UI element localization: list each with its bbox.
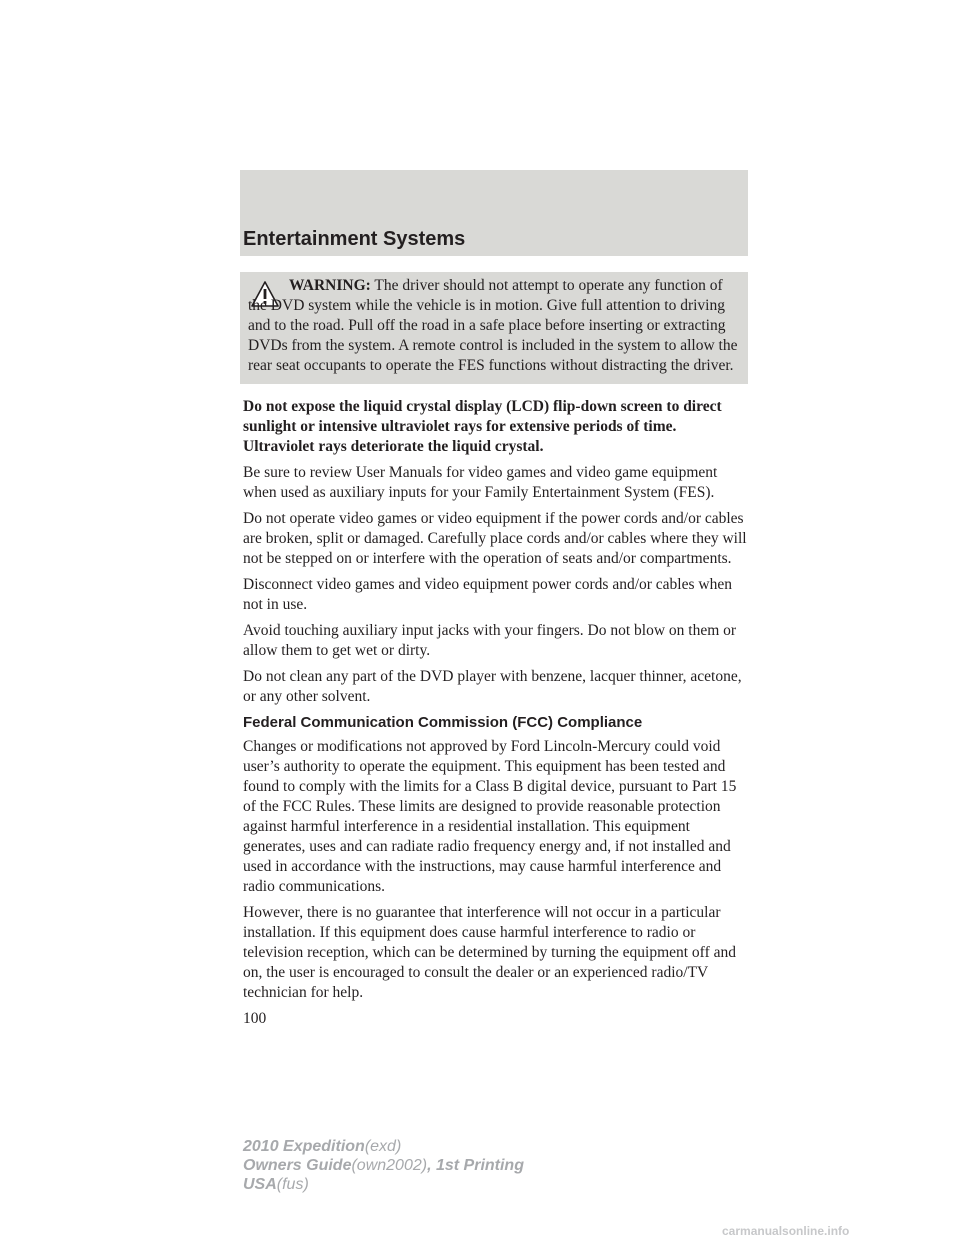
footer-guide: Owners Guide [243,1157,352,1174]
paragraph-fcc-compliance: Changes or modifications not approved by Ford Lincoln-Mercury could void user’s authority to operate the equipment. This equipment has been tested and found to comply with the limits for a Class B digital device, pursuant to Part 15 of the FCC Rules. These limits are designed to provide reasonable protection against harmful interference in a residential installation. This equipment generates, uses and can radiate radio frequency energy and, if not installed and used in accordance with the instructions, may cause harmful interference and radio communications. [243,738,737,895]
paragraph-damaged-cords: Do not operate video games or video equipment if the power cords and/or cables are broken, split or damaged. Carefully place cords and/or cables where they will not be stepped on or interfere with the operation of seats and/or compartments. [243,510,747,567]
footer-market-code: (fus) [276,1176,309,1193]
footer-market: USA [243,1176,277,1193]
fcc-heading: Federal Communication Commission (FCC) Compliance [243,714,643,731]
paragraph-disconnect: Disconnect video games and video equipment power cords and/or cables when not in use. [243,576,732,613]
watermark: carmanualsonline.info [722,1224,850,1238]
warning-text [248,276,740,376]
page-body [243,397,748,1029]
warning-label: WARNING: [289,277,371,294]
footer-model-code: (exd) [364,1138,402,1155]
section-title: Entertainment Systems [243,228,466,250]
page-number: 100 [243,1010,267,1027]
paragraph-interference: However, there is no guarantee that interference will not occur in a particular installation. If this equipment does cause harmful interference to radio or television reception, which can be determined by turning the equipment off and on, the user is encouraged to consult the dealer or an experienced radio/TV technician for help. [243,904,736,1001]
warning-first-line: The driver should not attempt to operate any [374,277,651,294]
lcd-caution: Do not expose the liquid crystal display (LCD) flip-down screen to direct sunlight or intensive ultraviolet rays for extensive periods of time. Ultraviolet rays deteriorate the liquid crystal. [243,398,722,455]
paragraph-user-manuals: Be sure to review User Manuals for video games and video game equipment when used as auxiliary inputs for your Family Entertainment System (FES). [243,464,718,501]
warning-body: function of the DVD system while the vehicle is in motion. Give full attention to driving and to the road. Pull off the road in a safe place before inserting or extracting DVDs from the system. A remote control is included in the system to allow the rear seat occupants to operate the FES functions without distracting the driver. [248,277,738,374]
paragraph-input-jacks: Avoid touching auxiliary input jacks with your fingers. Do not blow on them or allow them to get wet or dirty. [243,622,737,659]
footer-model: 2010 Expedition [243,1138,365,1155]
print-footer [243,1137,524,1194]
footer-printing: , 1st Printing [427,1157,524,1174]
footer-guide-code: (own2002) [351,1157,428,1174]
paragraph-cleaning: Do not clean any part of the DVD player with benzene, lacquer thinner, acetone, or any other solvent. [243,668,742,705]
